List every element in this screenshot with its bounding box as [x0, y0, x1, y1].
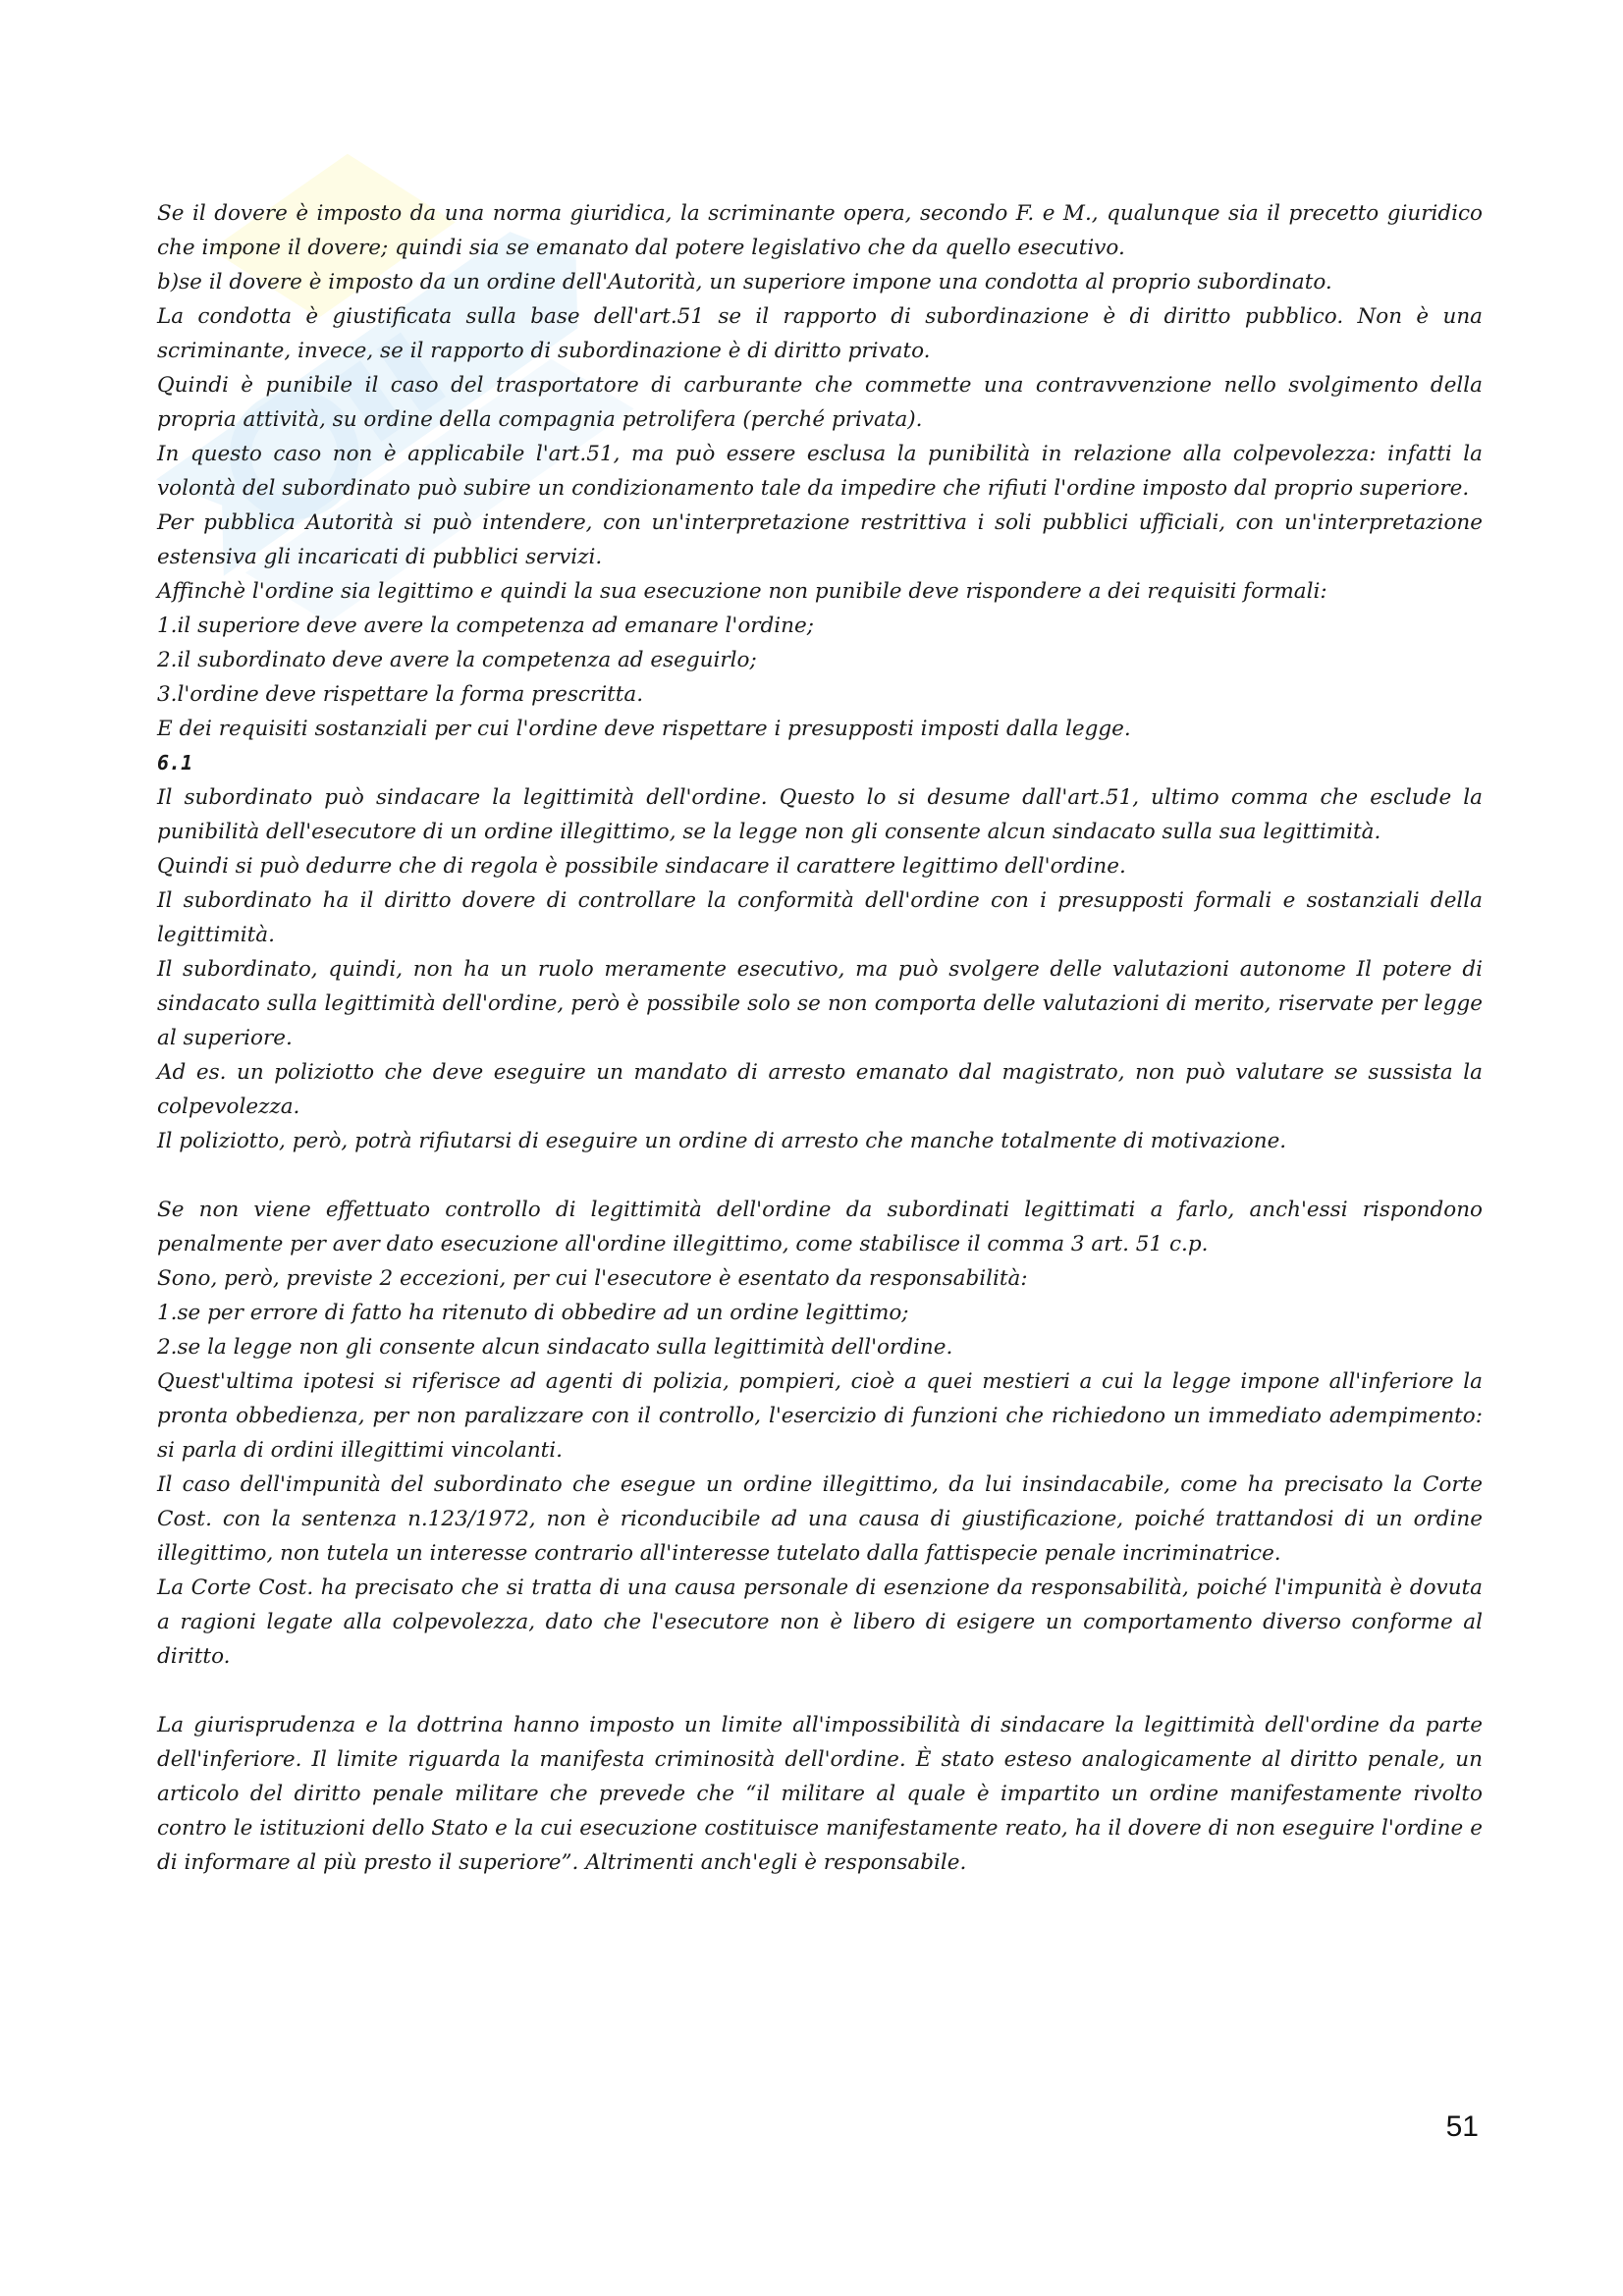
paragraph: Affinchè l'ordine sia legittimo e quindi la sua esecuzione non punibile deve rispondere a dei requisiti formali: [157, 579, 1327, 604]
blank-line [157, 1158, 1483, 1193]
list-item: 3.l'ordine deve rispettare la forma prescritta. [157, 682, 644, 707]
paragraph: Se non viene effettuato controllo di legittimità dell'ordine da subordinati legittimati a farlo, anch'essi rispondono penalmente per aver dato esecuzione all'ordine illegittimo, come stabilisce il comma 3 art. 51 c.p. [157, 1198, 1483, 1256]
list-item: 1.il superiore deve avere la competenza ad emanare l'ordine; [157, 614, 814, 638]
paragraph: Quindi si può dedurre che di regola è possibile sindacare il carattere legittimo dell'ordine. [157, 854, 1126, 879]
paragraph: La condotta è giustificata sulla base dell'art.51 se il rapporto di subordinazione è di diritto pubblico. Non è una scriminante, invece, se il rapporto di subordinazione è di diritto privato. [157, 304, 1483, 363]
paragraph: Il caso dell'impunità del subordinato che esegue un ordine illegittimo, da lui insindacabile, come ha precisato la Corte Cost. con la sentenza n.123/1972, non è riconducibile ad una causa di giustificazione, poiché trattandosi di un ordine illegittimo, non tutela un interesse contrario all'interesse tutelato dalla fattispecie penale incriminatrice. [157, 1472, 1483, 1566]
blank-line [157, 1674, 1483, 1708]
document-body [157, 196, 1483, 1880]
section-heading: 6.1 [157, 751, 193, 774]
paragraph: Per pubblica Autorità si può intendere, con un'interpretazione restrittiva i soli pubblici ufficiali, con un'interpretazione estensiva gli incaricati di pubblici servizi. [157, 510, 1483, 569]
list-item: 1.se per errore di fatto ha ritenuto di obbedire ad un ordine legittimo; [157, 1301, 909, 1325]
page-number: 51 [1445, 2110, 1479, 2143]
paragraph: Il subordinato può sindacare la legittimità dell'ordine. Questo lo si desume dall'art.51, ultimo comma che esclude la punibilità dell'esecutore di un ordine illegittimo, se la legge non gli consente alcun sindacato sulla sua legittimità. [157, 785, 1483, 844]
paragraph: Il subordinato, quindi, non ha un ruolo meramente esecutivo, ma può svolgere delle valutazioni autonome Il potere di sindacato sulla legittimità dell'ordine, però è possibile solo se non comporta delle valutazioni di merito, riservate per legge al superiore. [157, 957, 1483, 1050]
paragraph: La Corte Cost. ha precisato che si tratta di una causa personale di esenzione da responsabilità, poiché l'impunità è dovuta a ragioni legate alla colpevolezza, dato che l'esecutore non è libero di esigere un comportamento diverso conforme al diritto. [157, 1575, 1483, 1669]
paragraph: E dei requisiti sostanziali per cui l'ordine deve rispettare i presupposti imposti dalla legge. [157, 717, 1131, 741]
paragraph: Quindi è punibile il caso del trasportatore di carburante che commette una contravvenzione nello svolgimento della propria attività, su ordine della compagnia petrolifera (perché privata). [157, 373, 1483, 432]
paragraph: Il poliziotto, però, potrà rifiutarsi di eseguire un ordine di arresto che manche totalmente di motivazione. [157, 1129, 1287, 1153]
list-item: 2.il subordinato deve avere la competenza ad eseguirlo; [157, 648, 757, 672]
paragraph: b)se il dovere è imposto da un ordine dell'Autorità, un superiore impone una condotta al proprio subordinato. [157, 270, 1332, 294]
paragraph: In questo caso non è applicabile l'art.51, ma può essere esclusa la punibilità in relazione alla colpevolezza: infatti la volontà del subordinato può subire un condizionamento tale da impedire che rifiuti l'ordine imposto dal proprio superiore. [157, 442, 1483, 501]
list-item: 2.se la legge non gli consente alcun sindacato sulla legittimità dell'ordine. [157, 1335, 953, 1360]
paragraph: Sono, però, previste 2 eccezioni, per cui l'esecutore è esentato da responsabilità: [157, 1266, 1028, 1291]
paragraph: Quest'ultima ipotesi si riferisce ad agenti di polizia, pompieri, cioè a quei mestieri a cui la legge impone all'inferiore la pronta obbedienza, per non paralizzare con il controllo, l'esercizio di funzioni che richiedono un immediato adempimento: si parla di ordini illegittimi vincolanti. [157, 1369, 1483, 1463]
paragraph: Se il dovere è imposto da una norma giuridica, la scriminante opera, secondo F. e M., qualunque sia il precetto giuridico che impone il dovere; quindi sia se emanato dal potere legislativo che da quello esecutivo. [157, 201, 1483, 260]
paragraph: Il subordinato ha il diritto dovere di controllare la conformità dell'ordine con i presupposti formali e sostanziali della legittimità. [157, 888, 1483, 947]
paragraph: Ad es. un poliziotto che deve eseguire un mandato di arresto emanato dal magistrato, non può valutare se sussista la colpevolezza. [157, 1060, 1483, 1119]
paragraph: La giurisprudenza e la dottrina hanno imposto un limite all'impossibilità di sindacare la legittimità dell'ordine da parte dell'inferiore. Il limite riguarda la manifesta criminosità dell'ordine. È stato esteso analogicamente al diritto penale, un articolo del diritto penale militare che prevede che “il militare al quale è impartito un ordine manifestamente rivolto contro le istituzioni dello Stato e la cui esecuzione costituisce manifestamente reato, ha il dovere di non eseguire l'ordine e di informare al più presto il superiore”. Altrimenti anch'egli è responsabile. [157, 1713, 1483, 1875]
